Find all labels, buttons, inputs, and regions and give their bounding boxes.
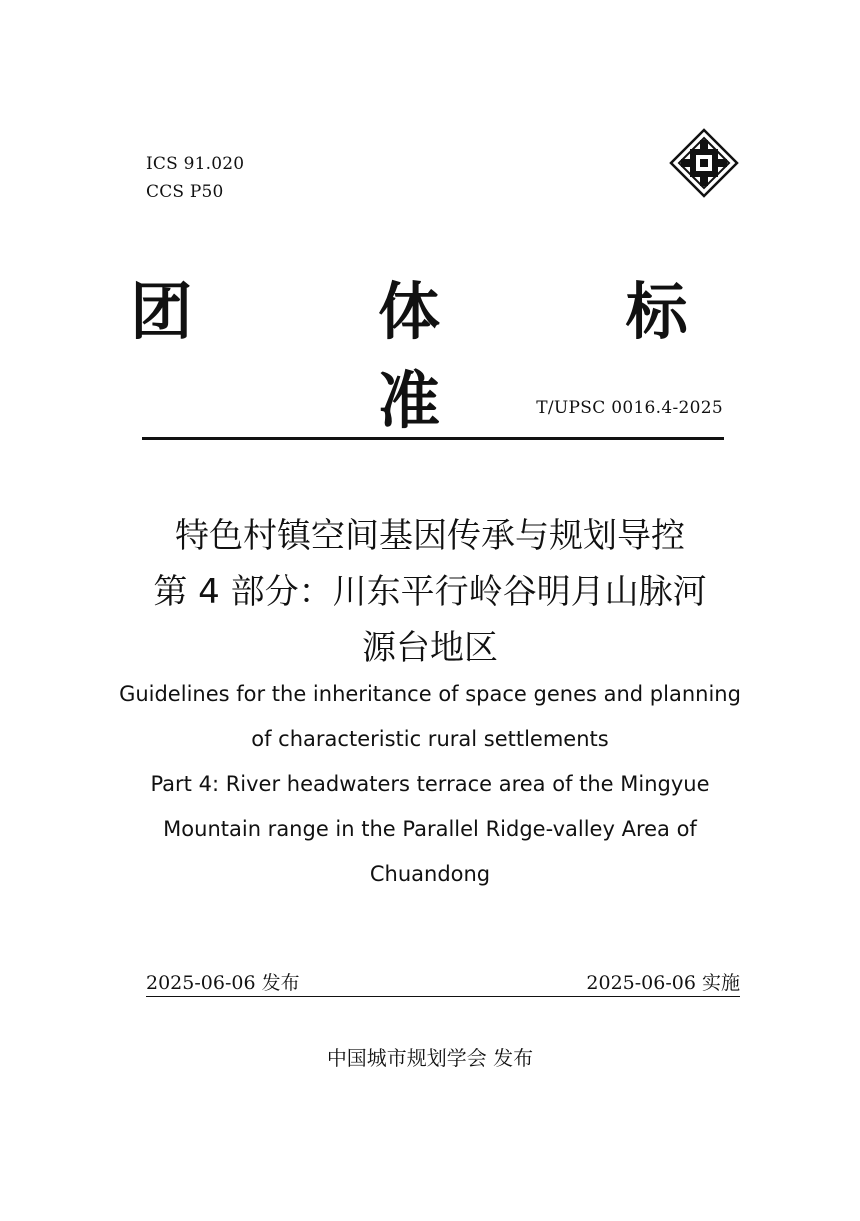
english-title (100, 672, 760, 897)
classification-codes (146, 150, 244, 206)
document-type-title: 团 体 标 准 (130, 275, 770, 437)
ics-code: ICS 91.020 (146, 154, 245, 174)
chinese-title-line: 特色村镇空间基因传承与规划导控 (175, 516, 685, 556)
implementation-date: 2025-06-06 实施 (586, 972, 740, 994)
publish-date: 2025-06-06 发布 (146, 972, 300, 994)
publisher: 中国城市规划学会 发布 (326, 1046, 534, 1070)
header-divider (142, 437, 724, 440)
english-title-line: Part 4: River headwaters terrace area of the Mingyue (150, 772, 710, 796)
english-title-line: Mountain range in the Parallel Ridge-valley Area of (163, 817, 697, 841)
chinese-title (120, 508, 740, 676)
ccs-code: CCS P50 (146, 182, 224, 202)
dates-row (146, 968, 740, 997)
english-title-line: Guidelines for the inheritance of space genes and planning (119, 682, 741, 706)
english-title-line: of characteristic rural settlements (251, 727, 609, 751)
chinese-title-line: 源台地区 (362, 628, 498, 668)
english-title-line: Chuandong (369, 862, 491, 886)
standard-number: T/UPSC 0016.4-2025 (536, 398, 723, 418)
chinese-title-line: 第 4 部分：川东平行岭谷明月山脉河 (153, 572, 707, 612)
standard-org-emblem-icon (669, 128, 739, 198)
